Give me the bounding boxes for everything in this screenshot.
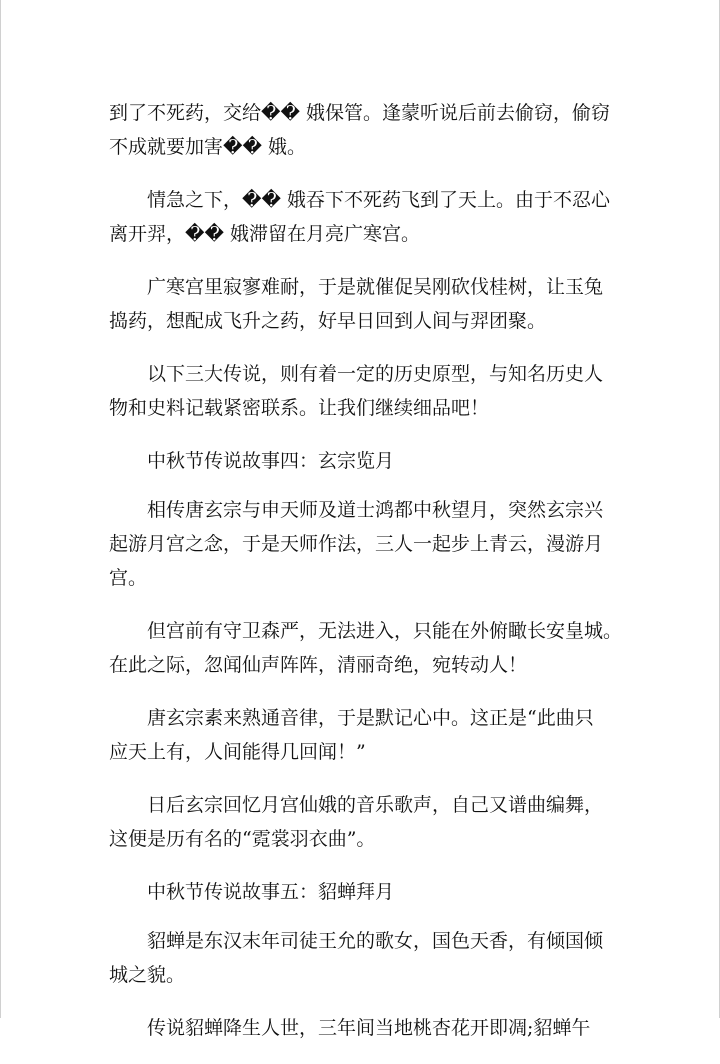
text-line: 相传唐玄宗与申天师及道士鸿都中秋望月，突然玄宗兴 — [147, 499, 604, 521]
text-line: 以下三大传说，则有着一定的历史原型，与知名历史人 — [147, 363, 604, 385]
text-line: 宫。 — [109, 567, 148, 589]
paragraph — [109, 1011, 614, 1045]
text-line: 唐玄宗素来熟通音律，于是默记心中。这正是“此曲只 — [147, 707, 594, 729]
text-line: 离开羿，�� 娥滞留在月亮广寒宫。 — [109, 223, 421, 245]
text-line: 日后玄宗回忆月宫仙娥的音乐歌声，自己又谱曲编舞， — [147, 794, 604, 816]
text-line: 在此之际，忽闻仙声阵阵，清丽奇绝，宛转动人！ — [109, 654, 528, 676]
text-line: 捣药，想配成飞升之药，好早日回到人间与羿团聚。 — [109, 310, 547, 332]
text-line: 应天上有，人间能得几回闻！” — [109, 741, 366, 763]
paragraph — [109, 270, 614, 338]
text-line: 但宫前有守卫森严，无法进入，只能在外俯瞰长安皇城。 — [147, 620, 623, 642]
text-line: 物和史料记载紧密联系。让我们继续细品吧！ — [109, 397, 490, 419]
section-heading — [109, 444, 614, 478]
text-line: 传说貂蝉降生人世，三年间当地桃杏花开即凋;貂蝉午 — [147, 1017, 591, 1039]
paragraph — [109, 96, 614, 164]
paragraph — [109, 788, 614, 856]
document-body — [109, 96, 623, 1064]
heading-line: 中秋节传说故事四：玄宗览月 — [147, 450, 395, 472]
text-line: 貂蝉是东汉末年司徒王允的歌女，国色天香，有倾国倾 — [147, 930, 604, 952]
paragraph — [109, 357, 614, 425]
paragraph — [109, 701, 614, 769]
paragraph — [109, 614, 623, 682]
paragraph — [109, 183, 614, 251]
text-line: 情急之下，�� 娥吞下不死药飞到了天上。由于不忍心 — [147, 189, 611, 211]
heading-line: 中秋节传说故事五：貂蝉拜月 — [147, 881, 395, 903]
paragraph — [109, 493, 614, 595]
text-line: 到了不死药，交给�� 娥保管。逢蒙听说后前去偷窃，偷窃 — [109, 102, 611, 124]
text-line: 不成就要加害�� 娥。 — [109, 136, 307, 158]
text-line: 这便是历有名的“霓裳羽衣曲”。 — [109, 828, 376, 850]
paragraph — [109, 924, 614, 992]
text-line: 城之貌。 — [109, 964, 186, 986]
text-line: 广寒宫里寂寥难耐，于是就催促吴刚砍伐桂树，让玉兔 — [147, 276, 604, 298]
text-line: 起游月宫之念，于是天师作法，三人一起步上青云，漫游月 — [109, 533, 604, 555]
section-heading — [109, 875, 614, 909]
